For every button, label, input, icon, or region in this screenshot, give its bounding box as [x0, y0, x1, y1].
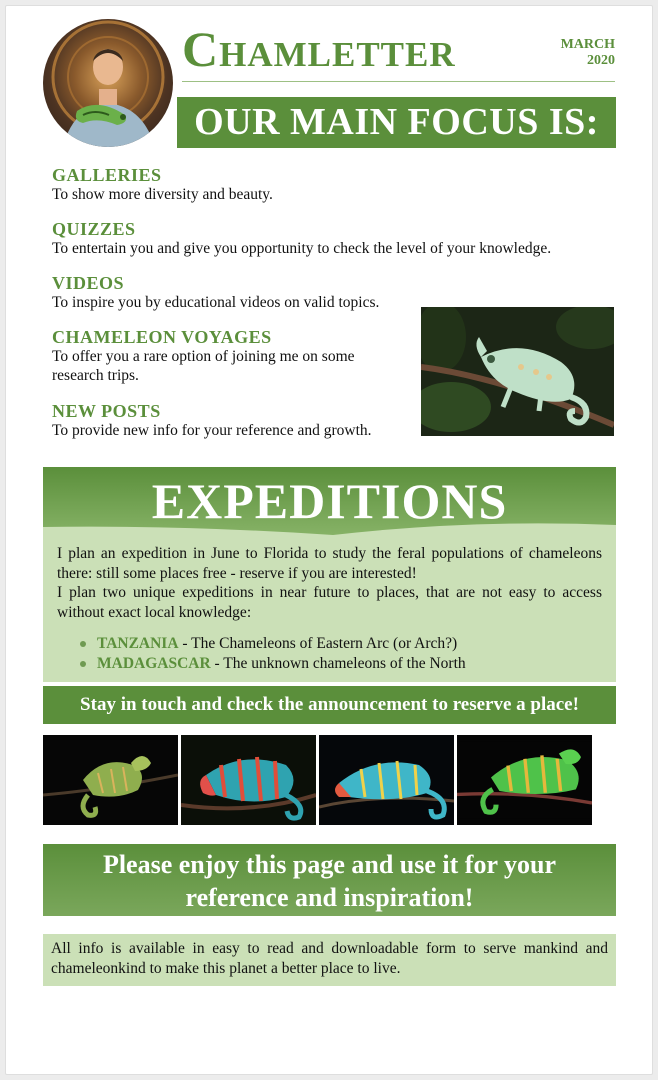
chameleon-photo-strip — [43, 735, 616, 825]
focus-heading: VIDEOS — [52, 273, 125, 293]
focus-heading: QUIZZES — [52, 219, 136, 239]
author-portrait-image — [43, 19, 173, 147]
expeditions-destinations — [80, 634, 600, 674]
expeditions-paragraph: I plan an expedition in June to Florida to study the feral populations of chameleons there: still some places free - reserve if you are interested! — [57, 545, 602, 582]
focus-description: To offer you a rare option of joining me on some research trips. — [52, 348, 355, 384]
main-focus-banner: OUR MAIN FOCUS IS: — [177, 97, 616, 148]
focus-heading: GALLERIES — [52, 165, 162, 185]
focus-item-galleries — [52, 165, 612, 204]
enjoy-message-line: reference and inspiration! — [185, 883, 474, 912]
focus-description: To show more diversity and beauty. — [52, 186, 273, 203]
focus-item-new-posts — [52, 401, 417, 440]
enjoy-message-box — [43, 844, 616, 916]
focus-item-quizzes — [52, 219, 622, 258]
focus-description: To provide new info for your reference and growth. — [52, 422, 372, 439]
issue-year: 2020 — [587, 53, 615, 68]
focus-heading: NEW POSTS — [52, 401, 161, 421]
destination-name: MADAGASCAR — [97, 655, 211, 672]
destination-item-tanzania — [80, 634, 600, 654]
expeditions-header — [43, 467, 616, 537]
bullet-icon — [80, 641, 86, 647]
chameleon-photo-1 — [43, 735, 178, 825]
expeditions-title: EXPEDITIONS — [151, 473, 508, 529]
destination-description: - The unknown chameleons of the North — [210, 655, 466, 672]
focus-description: To entertain you and give you opportunity to check the level of your knowledge. — [52, 240, 552, 257]
focus-item-videos — [52, 273, 422, 312]
title-divider — [182, 81, 615, 82]
enjoy-message-line: Please enjoy this page and use it for your — [102, 850, 557, 879]
destination-description: - The Chameleons of Eastern Arc (or Arch?) — [178, 635, 458, 652]
availability-info: All info is available in easy to read and downloadable form to serve mankind and chameleonkind to make this planet a better place to live. — [43, 934, 616, 986]
focus-description: To inspire you by educational videos on valid topics. — [52, 294, 380, 311]
issue-date — [561, 37, 615, 69]
destination-item-madagascar — [80, 654, 600, 674]
focus-heading: CHAMELEON VOYAGES — [52, 327, 272, 347]
expeditions-body — [57, 544, 602, 622]
destination-name: TANZANIA — [97, 635, 179, 652]
issue-month: MARCH — [560, 37, 615, 52]
expeditions-paragraph: I plan two unique expeditions in near future to places, that are not easy to access without exact local knowledge: — [57, 584, 602, 621]
focus-item-chameleon-voyages — [52, 327, 397, 385]
expeditions-section — [43, 467, 616, 682]
reserve-announcement-bar: Stay in touch and check the announcement to reserve a place! — [43, 686, 616, 724]
chameleon-photo-2 — [181, 735, 316, 825]
bullet-icon — [80, 661, 86, 667]
chameleon-photo-3 — [319, 735, 454, 825]
newsletter-title: Chamletter — [182, 21, 456, 77]
chameleon-on-branch-photo — [421, 307, 614, 436]
chameleon-photo-4 — [457, 735, 592, 825]
newsletter-page — [5, 5, 653, 1075]
